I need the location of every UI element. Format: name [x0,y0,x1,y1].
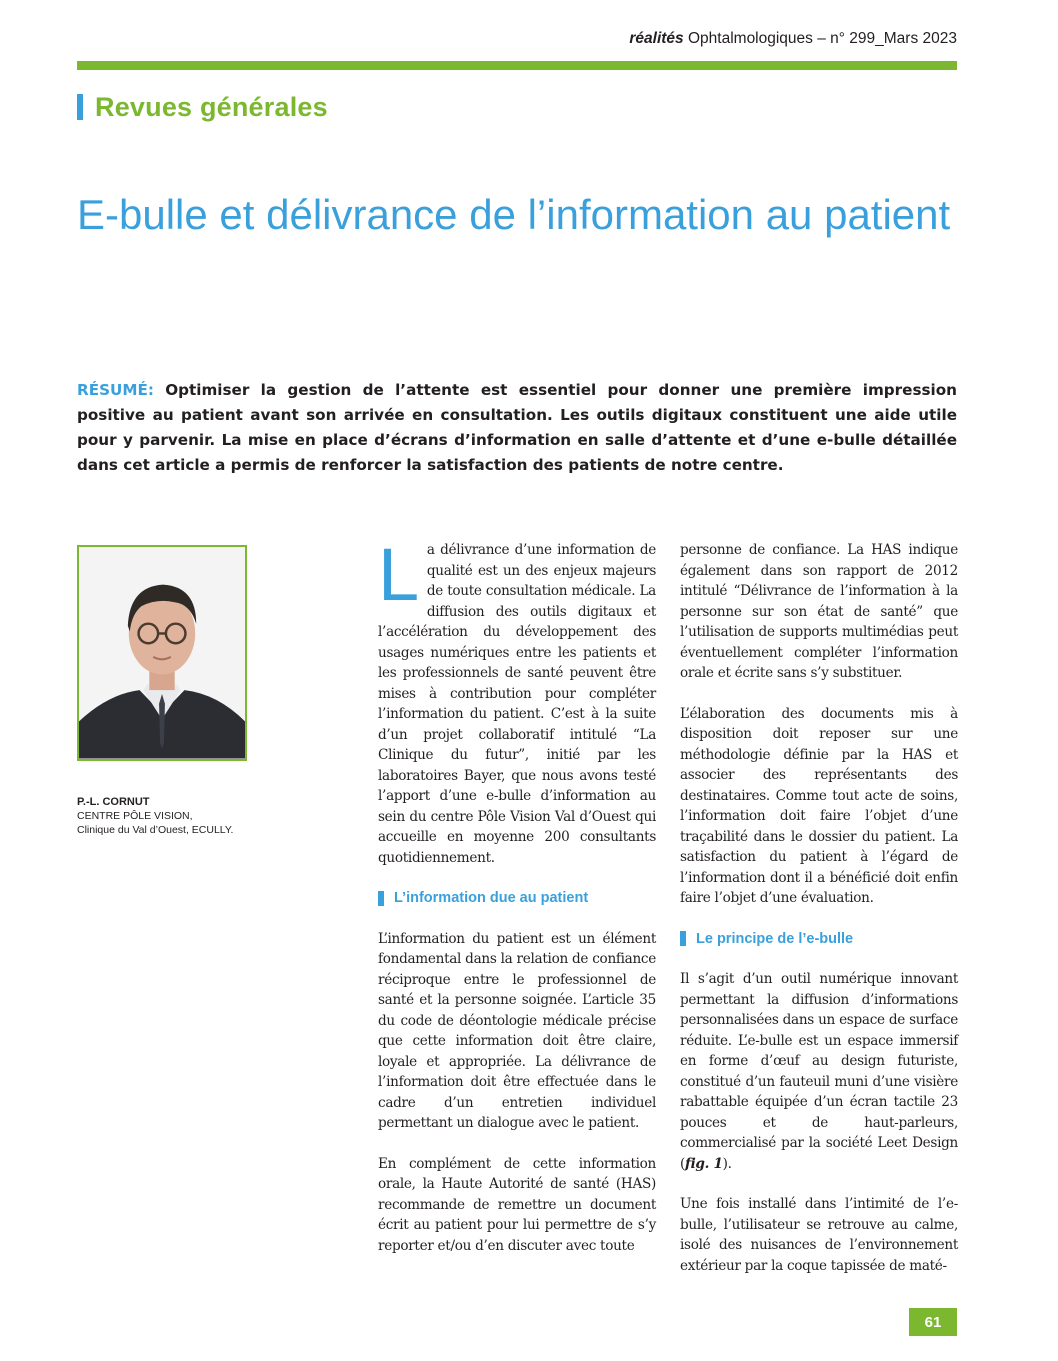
paragraph: personne de confiance. La HAS indique également dans son rapport de 2012 intitulé “Délivrance de l’information à la personne sur son état de santé” que l’utilisation de supports multimédias peut éventuellement compléter l’information orale et écrite sans s’y substituer. [680,542,958,681]
subheading-marker [680,931,686,946]
abstract-lead: RÉSUMÉ: [77,381,154,399]
running-header [629,30,957,48]
subheading-text: L’information due au patient [394,890,589,906]
section-tag [77,90,328,124]
paragraph-text: ). [722,1155,732,1172]
author-portrait-illustration [79,547,245,759]
dropcap: L [378,533,419,616]
subheading [378,888,656,909]
paragraph [680,969,958,1174]
section-marker [77,94,83,120]
paragraph: En complément de cette information orale, la Haute Autorité de santé (HAS) recommande de remettre un document écrit au patient pour lui permettre de s’y reporter et/ou d’en discuter avec toute [378,1155,656,1254]
paragraph: L’élaboration des documents mis à disposition doit reposer sur une méthodologie définie par la HAS et associer des représentants des destinataires. Comme tout acte de soins, l’information doit faire l’objet d’une traçabilité dans le dossier du patient. La satisfaction du patient à l’égard de l’information dont il a bénéficié doit enfin faire l’objet d’une évaluation. [680,705,958,906]
abstract-text: Optimiser la gestion de l’attente est essentiel pour donner une première impression positive au patient avant son arrivée en consultation. Les outils digitaux constituent une aide utile pour y parvenir. La mise en place d’écrans d’information en salle d’attente et d’une e-bulle détaillée dans cet article a permis de renforcer la satisfaction des patients de notre centre. [77,381,957,474]
section-label: Revues générales [95,91,328,122]
author-photo [77,545,247,761]
journal-issue: Ophtalmologiques – n° 299_Mars 2023 [687,30,957,47]
abstract [77,378,957,478]
subheading [680,929,958,950]
column-left [378,533,656,1276]
author-affiliation-2: Clinique du Val d’Ouest, ECULLY. [77,824,234,836]
column-right [680,540,958,1296]
figure-reference[interactable]: fig. 1 [685,1155,723,1172]
article-title: E-bulle et délivrance de l’information au patient [77,191,951,238]
subheading-marker [378,891,384,906]
subheading-text: Le principe de l’e-bulle [696,930,854,947]
header-rule [77,61,957,70]
paragraph: Une fois installé dans l’intimité de l’e-bulle, l’utilisateur se retrouve au calme, isolé des nuisances de l’environnement extérieur par la coque tapissée de maté- [680,1196,958,1274]
author-block [77,795,267,837]
paragraph [378,533,656,868]
author-name: P.-L. CORNUT [77,796,150,808]
paragraph: L’information du patient est un élément fondamental dans la relation de confiance réciproque entre le professionnel de santé et la personne soignée. L’article 35 du code de déontologie médicale précise que cette information doit être claire, loyale et appropriée. La délivrance de l’information doit être effectuée dans le cadre d’un entretien individuel permettant un dialogue avec le patient. [378,930,656,1131]
author-affiliation-1: CENTRE PÔLE VISION, [77,810,193,822]
paragraph-text: Il s’agit d’un outil numérique innovant permettant la diffusion d’informations personnalisées dans un espace de surface réduite. L’e-bulle est un espace immersif en forme d’œuf au design futuriste, constitué d’un fauteuil muni d’une visière rabattable équipée d’un écran tactile 23 pouces et de haut-parleurs, commercialisé par la société Leet Design ( [680,971,958,1172]
page-number: 61 [909,1308,957,1336]
journal-brand: réalités [629,30,684,47]
paragraph-text: a délivrance d’une information de qualité est un des enjeux majeurs de toute consultation médicale. La diffusion des outils digitaux et l’accélération du développement des usages numériques entre les patients et les professionnels de santé peuvent être mises à contribution pour compléter l’information du patient. C’est à la suite d’un projet collaboratif intitulé “La Clinique du futur”, initié par les laboratoires Bayer, que nous avons testé l’apport d’une e-bulle d’information au sein du centre Pôle Vision Val d’Ouest qui accueille en moyenne 200 consultants quotidiennement. [378,542,656,866]
